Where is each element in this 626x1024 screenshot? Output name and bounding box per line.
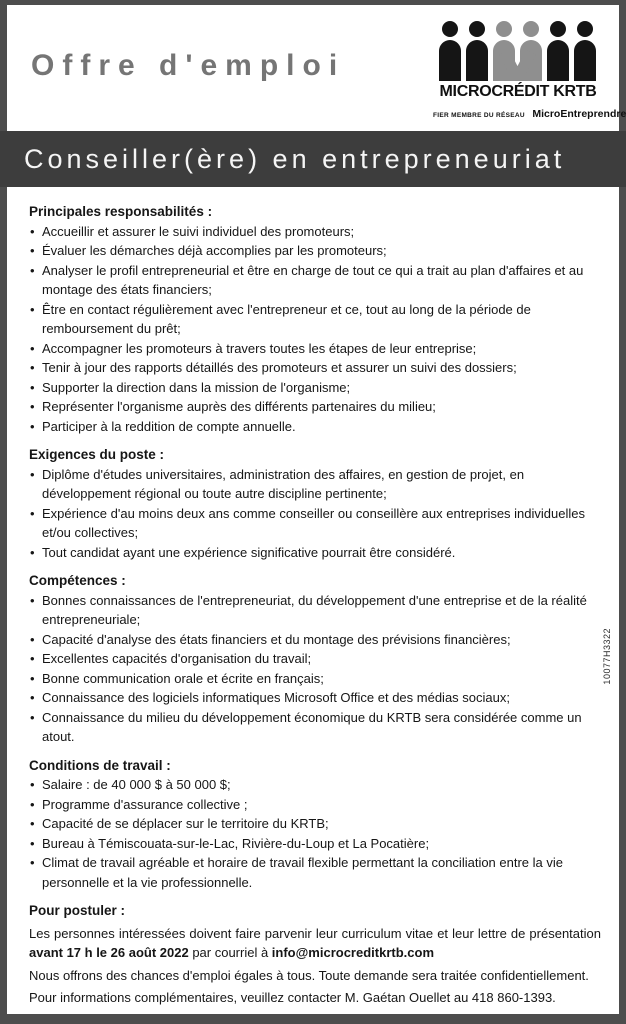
apply-deadline: avant 17 h le 26 août 2022 bbox=[29, 945, 189, 960]
logo-tagline-brand: MicroEntreprendre bbox=[532, 108, 626, 120]
people-group-icon bbox=[433, 21, 603, 81]
bullet-list bbox=[29, 775, 601, 892]
section-responsabilites bbox=[29, 202, 601, 436]
apply-email: info@microcreditkrtb.com bbox=[271, 945, 434, 960]
list-item: • Bonne communication orale et écrite en français; bbox=[29, 669, 601, 689]
list-item: • Supporter la direction dans la mission de l'organisme; bbox=[29, 378, 601, 398]
logo-tagline-prefix: FIER MEMBRE DU RÉSEAU bbox=[433, 112, 525, 119]
list-item: • Diplôme d'études universitaires, administration des affaires, en gestion de projet, en développement régional ou toute autre discipline pertinente; bbox=[29, 465, 601, 504]
header bbox=[7, 5, 626, 131]
section-competences bbox=[29, 571, 601, 747]
job-title-band bbox=[0, 131, 626, 187]
logo-tagline bbox=[433, 104, 626, 122]
list-item: • Connaissance des logiciels informatiques Microsoft Office et des médias sociaux; bbox=[29, 688, 601, 708]
list-item: • Être en contact régulièrement avec l'entrepreneur et ce, tout au long de la période de remboursement du prêt; bbox=[29, 300, 601, 339]
list-item: • Capacité de se déplacer sur le territoire du KRTB; bbox=[29, 814, 601, 834]
list-item: • Accueillir et assurer le suivi individuel des promoteurs; bbox=[29, 222, 601, 242]
apply-paragraph bbox=[29, 924, 601, 963]
list-item: • Bureau à Témiscouata-sur-le-Lac, Rivière-du-Loup et La Pocatière; bbox=[29, 834, 601, 854]
list-item: • Participer à la reddition de compte annuelle. bbox=[29, 417, 601, 437]
apply-text: Les personnes intéressées doivent faire parvenir leur curriculum vitae et leur lettre de présentation bbox=[29, 925, 601, 941]
section-exigences bbox=[29, 445, 601, 562]
contact-info-text: Pour informations complémentaires, veuillez contacter M. Gaétan Ouellet au 418 860-1393. bbox=[29, 990, 556, 1005]
list-item: • Tenir à jour des rapports détaillés des promoteurs et assurer un suivi des dossiers; bbox=[29, 358, 601, 378]
job-title: Conseiller(ère) en entrepreneuriat bbox=[24, 143, 566, 174]
section-heading: Pour postuler : bbox=[29, 903, 126, 918]
section-heading: Principales responsabilités : bbox=[29, 204, 213, 219]
body-content bbox=[7, 187, 619, 1014]
bullet-list bbox=[29, 591, 601, 747]
microcredit-krtb-logo bbox=[433, 21, 626, 122]
equal-opportunity-text: Nous offrons des chances d'emploi égales à tous. Toute demande sera traitée confidentiellement. bbox=[29, 967, 589, 983]
list-item: • Expérience d'au moins deux ans comme conseiller ou conseillère aux entreprises individuelles et/ou collectives; bbox=[29, 504, 601, 543]
list-item: • Tout candidat ayant une expérience significative pourrait être considéré. bbox=[29, 543, 601, 563]
list-item: • Programme d'assurance collective ; bbox=[29, 795, 601, 815]
logo-name: MICROCRÉDIT KRTB bbox=[439, 83, 597, 100]
section-heading: Compétences : bbox=[29, 573, 126, 588]
list-item: • Évaluer les démarches déjà accomplies par les promoteurs; bbox=[29, 241, 601, 261]
list-item: • Connaissance du milieu du développement économique du KRTB sera considérée comme un atout. bbox=[29, 708, 601, 747]
apply-text: par courriel à bbox=[188, 945, 272, 960]
list-item: • Salaire : de 40 000 $ à 50 000 $; bbox=[29, 775, 601, 795]
section-pour-postuler bbox=[29, 901, 601, 1008]
page-title: Offre d'emploi bbox=[31, 49, 346, 82]
section-heading: Conditions de travail : bbox=[29, 757, 171, 773]
list-item: • Bonnes connaissances de l'entrepreneuriat, du développement d'une entreprise et de la réalité entrepreneuriale; bbox=[29, 591, 601, 630]
list-item: • Accompagner les promoteurs à travers toutes les étapes de leur entreprise; bbox=[29, 339, 601, 359]
list-item: • Capacité d'analyse des états financiers et du montage des prévisions financières; bbox=[29, 630, 601, 650]
list-item: • Excellentes capacités d'organisation du travail; bbox=[29, 649, 601, 669]
list-item: • Représenter l'organisme auprès des différents partenaires du milieu; bbox=[29, 397, 601, 417]
reference-code: 10077H3322 bbox=[602, 628, 612, 685]
list-item: • Climat de travail agréable et horaire de travail flexible permettant la conciliation entre la vie personnelle et la vie professionnelle. bbox=[29, 853, 601, 892]
bullet-list bbox=[29, 222, 601, 437]
section-heading: Exigences du poste : bbox=[29, 447, 165, 462]
section-conditions bbox=[29, 756, 601, 893]
bullet-list bbox=[29, 465, 601, 563]
list-item: • Analyser le profil entrepreneurial et être en charge de tout ce qui a trait au plan d'affaires et au montage des états financiers; bbox=[29, 261, 601, 300]
